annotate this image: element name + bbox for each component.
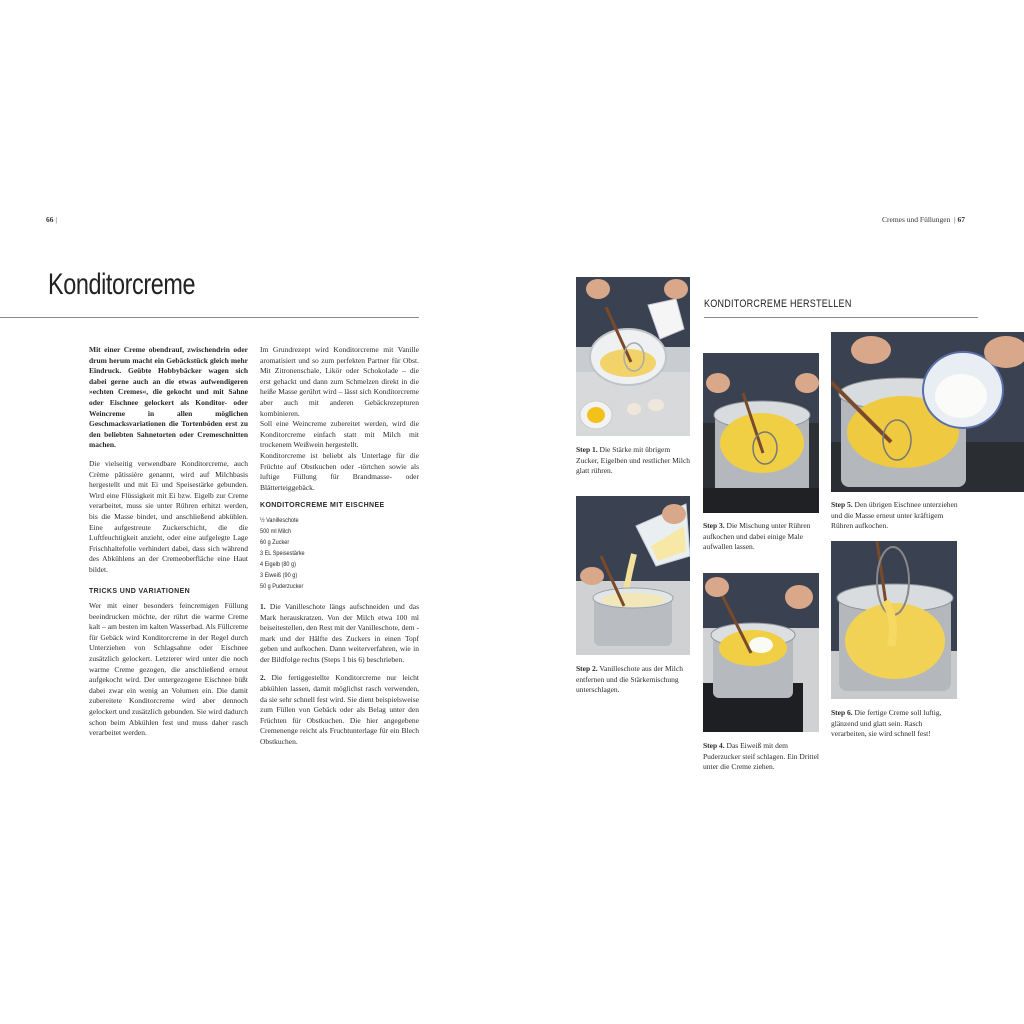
- ingredient-item: 500 ml Milch: [260, 527, 292, 535]
- lead-paragraph: Mit einer Creme obendrauf, zwischendrin oder drum herum macht ein Gebäckstück gleich mehr Eindruck. Geübte Hobbybäcker wagen sich dabei gerne auch an die etwas aufwendigeren »echten Cremes«, die gekocht und mit Sahne oder Eischnee gelockert als Konditor- oder Weincreme in allen möglichen Geschmacksvariationen die Tortenböden erst zu den beliebten Sahnetorten oder Cremeschnitten machen.: [89, 345, 248, 450]
- body-paragraph: Soll eine Weincreme zubereitet werden, wird die Konditorcreme einfach statt mit Milch mit trockenem Weißwein hergestellt.: [260, 419, 419, 450]
- tricks-paragraph: Wer mit einer besonders feincremigen Füllung beeindrucken möchte, der rührt die warme Creme kalt – am besten im kalten Wasserbad. Als Füllcreme für Gebäck wird Konditorcreme in der Regel durch Unterziehen von Schlagsahne oder Eischnee zusätzlich gelockert. Letzterer wird unter die noch warme Creme gezogen, die anschließend erneut aufgekocht wird. Der untergezogene Eischnee büßt dabei zwar ein wenig an Volumen ein. Die damit zubereitete Konditorcreme wird aber dennoch gelockert und zusätzlich gebunden. Sie wird dadurch schon beim Abkühlen fest und muss daher rasch verarbeitet werden.: [89, 601, 249, 738]
- page-title: Konditorcreme: [48, 268, 196, 301]
- title-rule: [0, 317, 419, 318]
- text-column-1: [89, 345, 248, 747]
- ingredient-item: 4 Eigelb (80 g): [260, 560, 296, 568]
- step-6-caption: Step 6. Die fertige Creme soll luftig, glänzend und glatt sein. Rasch verarbeiten, sie wird schnell fest!: [831, 708, 942, 739]
- step-2-photo: [576, 496, 690, 655]
- tricks-heading: TRICKS UND VARIATIONEN: [89, 588, 191, 596]
- step-4-photo: [703, 573, 819, 732]
- recipe-step-2: 2. Die fertiggestellte Konditorcreme nur leicht abkühlen lassen, damit möglichst rasch verwenden, da sie sehr schnell fest wird. Sie dient beispielsweise zum Füllen von Gebäck oder als Belag unter den Früchten für Obstkuchen. Die hier angegebene Cremenenge reicht als Fruchtunterlage für ein Blech Obstkuchen.: [260, 673, 420, 747]
- body-paragraph: Im Grundrezept wird Konditorcreme mit Vanille aromatisiert und so zum perfekten Partner für Obst. Mit Zitronenschale, Likör oder Schokolade – die erst gehackt und dann zum Schmelzen direkt in die heiße Masse gerührt wird – lässt sich Konditorcreme aber auch mit anderen Gebäckrezepturen kombinieren.: [260, 345, 419, 418]
- step-1-caption: Step 1. Die Stärke mit übrigem Zucker, Eigelben und restlicher Milch glatt rühren.: [576, 445, 691, 476]
- ingredient-item: 50 g Puderzucker: [260, 582, 304, 590]
- section-heading: KONDITORCREME HERSTELLEN: [704, 298, 852, 310]
- ingredient-item: ½ Vanilleschote: [260, 516, 299, 524]
- step-3-caption: Step 3. Die Mischung unter Rühren aufkochen und dabei einige Male aufwallen lassen.: [703, 521, 811, 552]
- step-1-photo: [576, 277, 690, 436]
- ingredient-item: 3 EL Speisestärke: [260, 549, 305, 557]
- step-3-photo: [703, 353, 819, 513]
- ingredient-item: 60 g Zucker: [260, 538, 290, 546]
- body-paragraph: Die vielseitig verwendbare Konditorcreme, auch Crème pâtissière genannt, wird auf Milchbasis hergestellt und mit Ei und Speisestärke gebunden. Wird eine Flüssigkeit mit Ei bzw. Eigelb zur Creme verarbeitet, muss sie unter Rühren erhitzt werden, bis die Masse bindet, und anschließend abkühlen. Eine aufgestreute Zuckerschicht, die die Luftfeuchtigkeit anzieht, oder eine aufgelegte Lage Frischhaltefolie verhindert dabei, dass sich während des Abkühlens an der Cremeoberfläche eine Haut bildet.: [89, 458, 248, 574]
- section-rule: [704, 317, 978, 318]
- left-page-number: 66 |: [46, 215, 57, 224]
- recipe-heading: KONDITORCREME MIT EISCHNEE: [260, 502, 385, 510]
- recipe-step-1: 1. Die Vanilleschote längs aufschneiden und das Mark herauskratzen. Von der Milch etwa 100 ml beiseitestellen, den Rest mit der Vanilleschote, dem -mark und der Hälfte des Zuckers in einen Topf geben und aufkochen. Dann weiterverfahren, wie in der Bildfolge rechts (Steps 1 bis 6) beschrieben.: [260, 601, 420, 664]
- step-2-caption: Step 2. Vanilleschote aus der Milch entfernen und die Stärkemischung unterschlagen.: [576, 664, 683, 695]
- step-5-caption: Step 5. Den übrigen Eischnee unterziehen und die Masse erneut unter kräftigem Rühren aufkochen.: [831, 500, 958, 531]
- step-6-photo: [831, 541, 957, 699]
- text-column-2: [260, 345, 419, 756]
- ingredient-item: 3 Eiweiß (90 g): [260, 571, 298, 579]
- step-5-photo: [831, 332, 1024, 492]
- step-4-caption: Step 4. Das Eiweiß mit dem Puderzucker steif schlagen. Ein Drittel unter die Creme ziehen.: [703, 741, 820, 772]
- running-head: Cremes und Füllungen | 67: [882, 215, 965, 224]
- ingredient-list: [260, 515, 395, 592]
- body-paragraph: Konditorcreme ist beliebt als Unterlage für die Früchte auf Obstkuchen oder -törtchen sowie als luftige Füllung für Brandmasse- oder Blätterteiggebäck.: [260, 450, 419, 492]
